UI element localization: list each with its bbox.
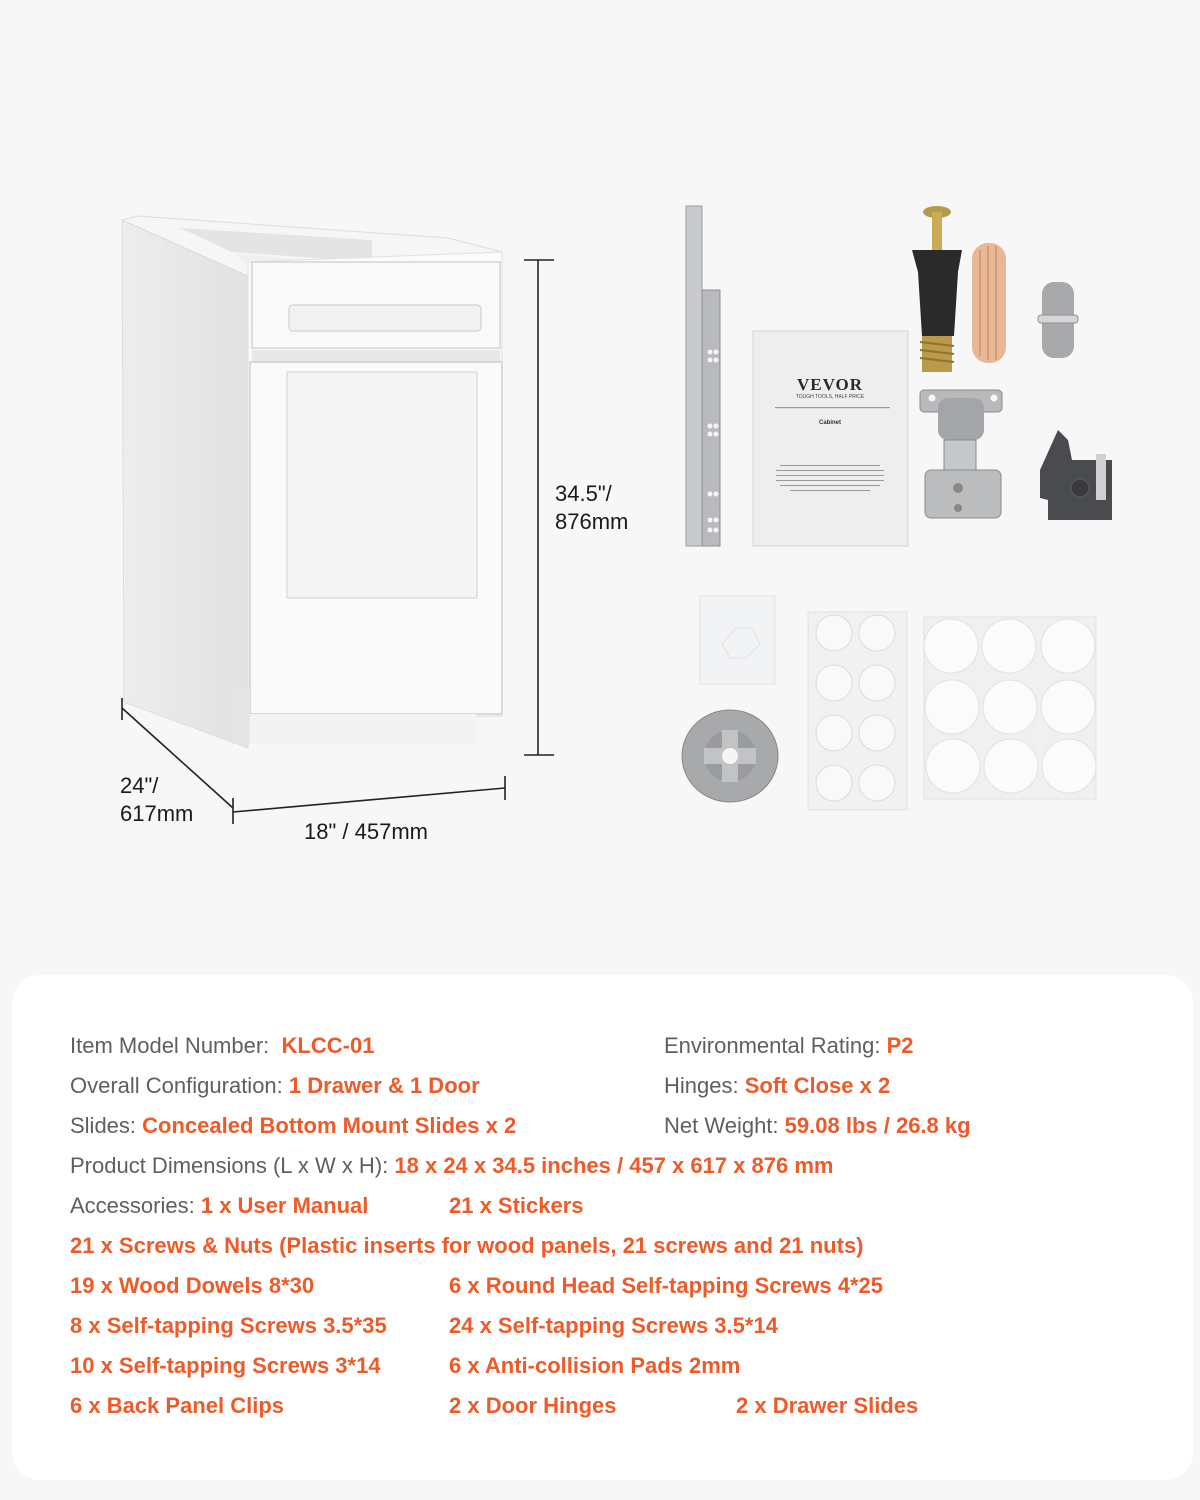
spec-label: Accessories: xyxy=(70,1193,195,1218)
accessory-item: 24 x Self-tapping Screws 3.5*14 xyxy=(449,1313,778,1338)
user-manual-icon xyxy=(753,331,908,546)
spec-dimensions xyxy=(70,1152,834,1180)
accessories-image xyxy=(660,190,1140,820)
manual-tagline: TOUGH TOOLS, HALF PRICE xyxy=(795,394,865,400)
cabinet-image xyxy=(0,0,660,900)
height-dimension-label xyxy=(555,480,628,536)
spec-weight xyxy=(664,1112,971,1140)
shelf-pin-icon xyxy=(1038,282,1078,358)
spec-hinges xyxy=(664,1072,890,1100)
width-dimension-label: 18" / 457mm xyxy=(304,819,428,844)
door-hinge-icon xyxy=(920,390,1002,518)
spec-label: Product Dimensions (L x W x H): xyxy=(70,1153,389,1178)
spec-label: Overall Configuration: xyxy=(70,1073,283,1098)
accessory-item: 2 x Drawer Slides xyxy=(736,1393,919,1418)
anti-collision-pads-icon xyxy=(808,612,907,810)
spec-label: Net Weight: xyxy=(664,1113,779,1138)
spec-model xyxy=(70,1032,374,1060)
drawer-slide-icon xyxy=(686,206,720,546)
wood-dowel-icon xyxy=(972,243,1006,363)
accessory-item: 6 x Round Head Self-tapping Screws 4*25 xyxy=(449,1273,884,1298)
accessory-item: 21 x Screws & Nuts (Plastic inserts for wood panels, 21 screws and 21 nuts) xyxy=(70,1233,864,1258)
depth-inches: 24"/ xyxy=(120,773,159,798)
cam-bolt-icon xyxy=(912,206,962,372)
cam-lock-nut-icon xyxy=(682,710,778,802)
depth-dimension-label xyxy=(120,772,193,828)
spec-accessories xyxy=(70,1192,368,1220)
accessory-item: 21 x Stickers xyxy=(449,1193,584,1218)
spec-environmental xyxy=(664,1032,914,1060)
spec-value: Soft Close x 2 xyxy=(744,1073,891,1098)
spec-value: 18 x 24 x 34.5 inches / 457 x 617 x 876 mm xyxy=(394,1153,834,1178)
back-panel-clip-icon xyxy=(1040,430,1112,520)
accessory-item: 10 x Self-tapping Screws 3*14 xyxy=(70,1353,381,1378)
spec-label: Slides: xyxy=(70,1113,137,1138)
spec-label: Item Model Number: xyxy=(70,1033,270,1058)
manual-brand: VEVOR xyxy=(796,375,864,394)
height-inches: 34.5"/ xyxy=(555,481,612,506)
spec-value: KLCC-01 xyxy=(281,1033,375,1058)
accessory-item: 8 x Self-tapping Screws 3.5*35 xyxy=(70,1313,387,1338)
manual-title: Cabinet xyxy=(818,420,841,426)
spec-configuration xyxy=(70,1072,480,1100)
height-mm: 876mm xyxy=(555,509,629,534)
spec-value: 59.08 lbs / 26.8 kg xyxy=(784,1113,971,1138)
spec-slides xyxy=(70,1112,516,1140)
accessory-item: 19 x Wood Dowels 8*30 xyxy=(70,1273,315,1298)
accessory-item: 1 x User Manual xyxy=(200,1193,369,1218)
cabinet-illustration xyxy=(0,0,660,900)
accessory-item: 6 x Anti-collision Pads 2mm xyxy=(449,1353,741,1378)
spec-label: Hinges: xyxy=(664,1073,739,1098)
screw-cover-stickers-icon xyxy=(924,617,1096,799)
sticker-icon xyxy=(700,596,775,684)
spec-value: P2 xyxy=(886,1033,914,1058)
spec-value: 1 Drawer & 1 Door xyxy=(288,1073,480,1098)
depth-mm: 617mm xyxy=(120,801,194,826)
spec-label: Environmental Rating: xyxy=(664,1033,881,1058)
spec-value: Concealed Bottom Mount Slides x 2 xyxy=(142,1113,517,1138)
accessory-item: 2 x Door Hinges xyxy=(449,1393,617,1418)
accessory-item: 6 x Back Panel Clips xyxy=(70,1393,284,1418)
